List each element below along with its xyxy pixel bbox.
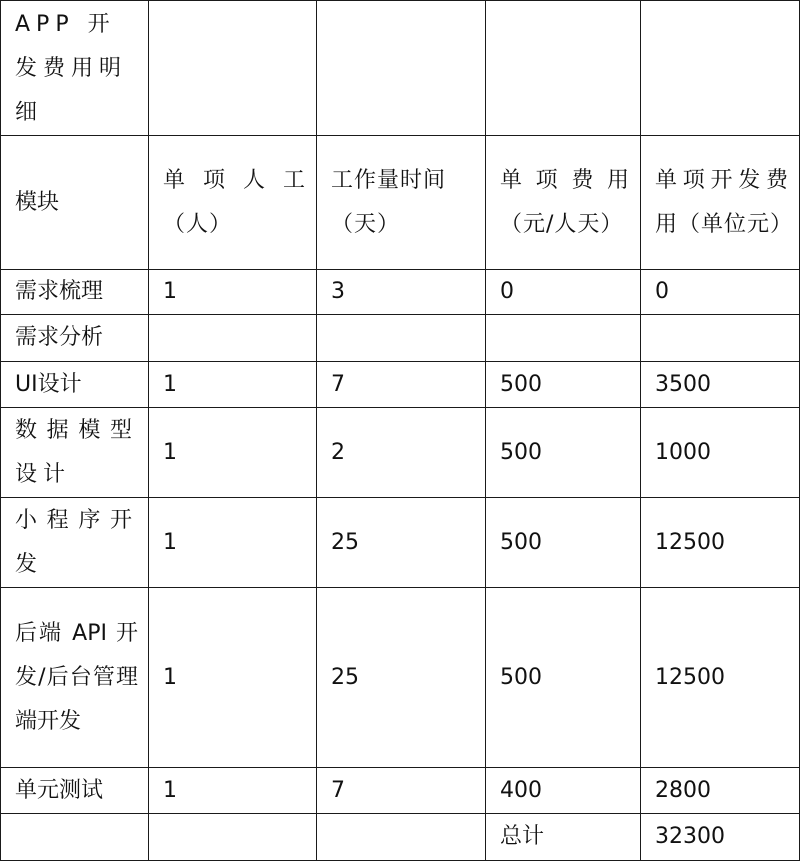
cell-module: UI设计 bbox=[1, 362, 149, 408]
cell-days bbox=[317, 315, 486, 362]
empty-cell bbox=[486, 1, 641, 136]
title-row bbox=[1, 1, 800, 136]
cell-personnel: 1 bbox=[149, 498, 317, 588]
total-value: 32300 bbox=[641, 814, 800, 861]
cell-dev-cost: 0 bbox=[641, 270, 800, 315]
cell-unit-cost: 500 bbox=[486, 498, 641, 588]
cell-unit-cost: 500 bbox=[486, 408, 641, 498]
cell-dev-cost bbox=[641, 315, 800, 362]
cell-personnel: 1 bbox=[149, 768, 317, 814]
cell-dev-cost: 2800 bbox=[641, 768, 800, 814]
cell-module: 小程序开发 bbox=[1, 498, 149, 588]
cell-dev-cost: 3500 bbox=[641, 362, 800, 408]
table-row bbox=[1, 270, 800, 315]
table-row bbox=[1, 315, 800, 362]
table-row bbox=[1, 588, 800, 768]
header-dev-cost: 单项开发费用（单位元） bbox=[641, 136, 800, 270]
cell-module: 单元测试 bbox=[1, 768, 149, 814]
cell-days: 2 bbox=[317, 408, 486, 498]
cell-days: 7 bbox=[317, 362, 486, 408]
total-row bbox=[1, 814, 800, 861]
cell-module: 需求梳理 bbox=[1, 270, 149, 315]
table-row bbox=[1, 768, 800, 814]
table-row bbox=[1, 408, 800, 498]
cell-dev-cost: 1000 bbox=[641, 408, 800, 498]
table-title: APP 开发费用明细 bbox=[1, 1, 149, 136]
cell-unit-cost bbox=[486, 315, 641, 362]
cell-unit-cost: 500 bbox=[486, 362, 641, 408]
cell-days: 3 bbox=[317, 270, 486, 315]
header-row bbox=[1, 136, 800, 270]
empty-cell bbox=[149, 1, 317, 136]
empty-cell bbox=[317, 1, 486, 136]
cell-dev-cost: 12500 bbox=[641, 588, 800, 768]
empty-cell bbox=[641, 1, 800, 136]
cell-days: 25 bbox=[317, 588, 486, 768]
header-module: 模块 bbox=[1, 136, 149, 270]
cell-personnel: 1 bbox=[149, 362, 317, 408]
empty-cell bbox=[1, 814, 149, 861]
cell-personnel: 1 bbox=[149, 588, 317, 768]
cell-unit-cost: 500 bbox=[486, 588, 641, 768]
table-row bbox=[1, 362, 800, 408]
cell-module: 后端 API 开发/后台管理端开发 bbox=[1, 588, 149, 768]
cell-personnel: 1 bbox=[149, 270, 317, 315]
cell-module: 需求分析 bbox=[1, 315, 149, 362]
table-row bbox=[1, 498, 800, 588]
header-personnel: 单项人工（人） bbox=[149, 136, 317, 270]
cell-unit-cost: 400 bbox=[486, 768, 641, 814]
header-workload-days: 工作量时间（天） bbox=[317, 136, 486, 270]
cell-dev-cost: 12500 bbox=[641, 498, 800, 588]
empty-cell bbox=[317, 814, 486, 861]
cell-unit-cost: 0 bbox=[486, 270, 641, 315]
cell-days: 7 bbox=[317, 768, 486, 814]
total-label: 总计 bbox=[486, 814, 641, 861]
cell-days: 25 bbox=[317, 498, 486, 588]
cell-module: 数据模型设计 bbox=[1, 408, 149, 498]
header-unit-cost: 单项费用（元/人天） bbox=[486, 136, 641, 270]
cell-personnel: 1 bbox=[149, 408, 317, 498]
empty-cell bbox=[149, 814, 317, 861]
cell-personnel bbox=[149, 315, 317, 362]
